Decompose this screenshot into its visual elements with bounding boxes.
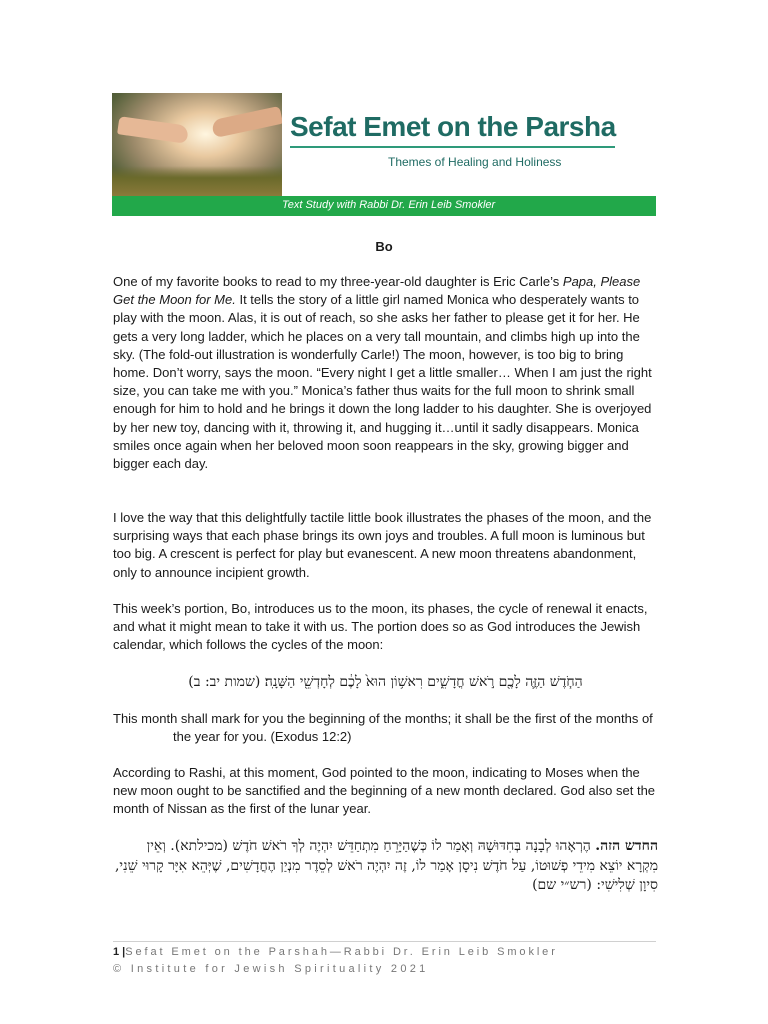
- right-hand-shape: [211, 106, 282, 138]
- paragraph-1-start: One of my favorite books to read to my three-year-old daughter is Eric Carle’s: [113, 274, 563, 289]
- paragraph-1-rest: It tells the story of a little girl named Monica who desperately wants to play with the moon. Alas, it is out of reach, so she asks her father to please get it for her. He gets a very long ladder, which he places on a very tall mountain, and climbs high up into the sky. (The fold-out illustration is wonderfully Carle!) The moon, however, is too big to bring home. Don’t worry, says the moon. “Every night I get a little smaller… When I am just the right size, you can take me with you.” Monica’s father thus waits for the full moon to shrink small enough for him to hold and he brings it down the long ladder to his daughter. She is overjoyed by her new toy, dancing with it, throwing it, and hugging it…until it sadly disappears. Monica smiles once again when her beloved moon soon reappears in the sky, growing bigger and bigger each day.: [113, 292, 652, 472]
- hebrew-verse: הַחֹ֧דֶשׁ הַזֶּ֛ה לָכֶ֖ם רֹ֣אשׁ חֳדָשִׁ֑ים רִאשׁ֥וֹן הוּא֙ לָכֶ֔ם לְחָדְשֵׁ֖י הַשָּׁנָֽה׃ (שמות יב: ב): [188, 674, 583, 690]
- verse-translation: This month shall mark for you the beginning of the months; it shall be the first of the months of the year for you. (Exodus 12:2): [113, 711, 653, 745]
- left-hand-shape: [117, 116, 189, 144]
- grass-ground-shape: [112, 166, 282, 196]
- book-title: Papa, Please Get the Moon for Me.: [113, 274, 641, 308]
- footer-divider: [113, 941, 656, 942]
- banner-title: Sefat Emet on the Parsha: [290, 111, 616, 142]
- paragraph-4: According to Rashi, at this moment, God pointed to the moon, indicating to Moses when the new moon ought to be sanctified and the beginning of a new month declared. God also set the month of Nissan as the first of the lunar year.: [113, 765, 656, 817]
- document-title: Bo: [375, 239, 393, 254]
- rashi-commentary: [113, 837, 658, 896]
- rashi-text: הֶרְאָהוּ לְבָנָה בְּחִדּוּשָׁהּ וְאָמַר לוֹ כְּשֶׁהַיָּרֵחַ מִתְחַדֵּשׁ יִהְיֶה לְךָ רֹאשׁ חֹדֶשׁ (מכילתא). וְאֵין מִקְרָא יוֹצֵא מִידֵי פְשׁוּטוֹ, עַל חֹדֶשׁ נִיסָן אָמַר לוֹ, זֶה יִהְיֶה רֹאשׁ לְסֵדֶר מִנְיַן הֶחֳדָשִׁים, שֶׁיְּהֵא אִיָּר קָרוּי שֵׁנִי, סִיוָן שְׁלִישִׁי: (רש״י שם): [114, 838, 658, 893]
- paragraph-2: I love the way that this delightfully tactile little book illustrates the phases of the moon, and the surprising ways that each phase brings its own joys and troubles. A full moon is luminous but too big. A crescent is perfect for play but evanescent. A new moon threatens abandonment, only to announce incipient growth.: [113, 510, 652, 580]
- footer-title-text: Sefat Emet on the Parshah—Rabbi Dr. Erin Leib Smokler: [125, 946, 558, 958]
- header-banner: [112, 93, 656, 216]
- paragraph-3: This week’s portion, Bo, introduces us to the moon, its phases, the cycle of renewal it enacts, and what it might mean to take it with us. The portion does so as God introduces the Jewish calendar, which follows the cycles of the moon:: [113, 601, 648, 653]
- banner-subtitle: Themes of Healing and Holiness: [388, 155, 562, 169]
- page-number: 1 |: [113, 946, 126, 958]
- rashi-heading: החדש הזה.: [595, 838, 658, 854]
- banner-bar-text: Text Study with Rabbi Dr. Erin Leib Smokler: [282, 199, 496, 211]
- hands-reaching-photo: [112, 93, 282, 196]
- footer-copyright: © Institute for Jewish Spirituality 2021: [113, 963, 429, 975]
- banner-green-bar: [112, 196, 656, 216]
- paragraph-1: [113, 273, 658, 473]
- banner-divider: [290, 146, 615, 148]
- footer-running-title: [113, 946, 558, 958]
